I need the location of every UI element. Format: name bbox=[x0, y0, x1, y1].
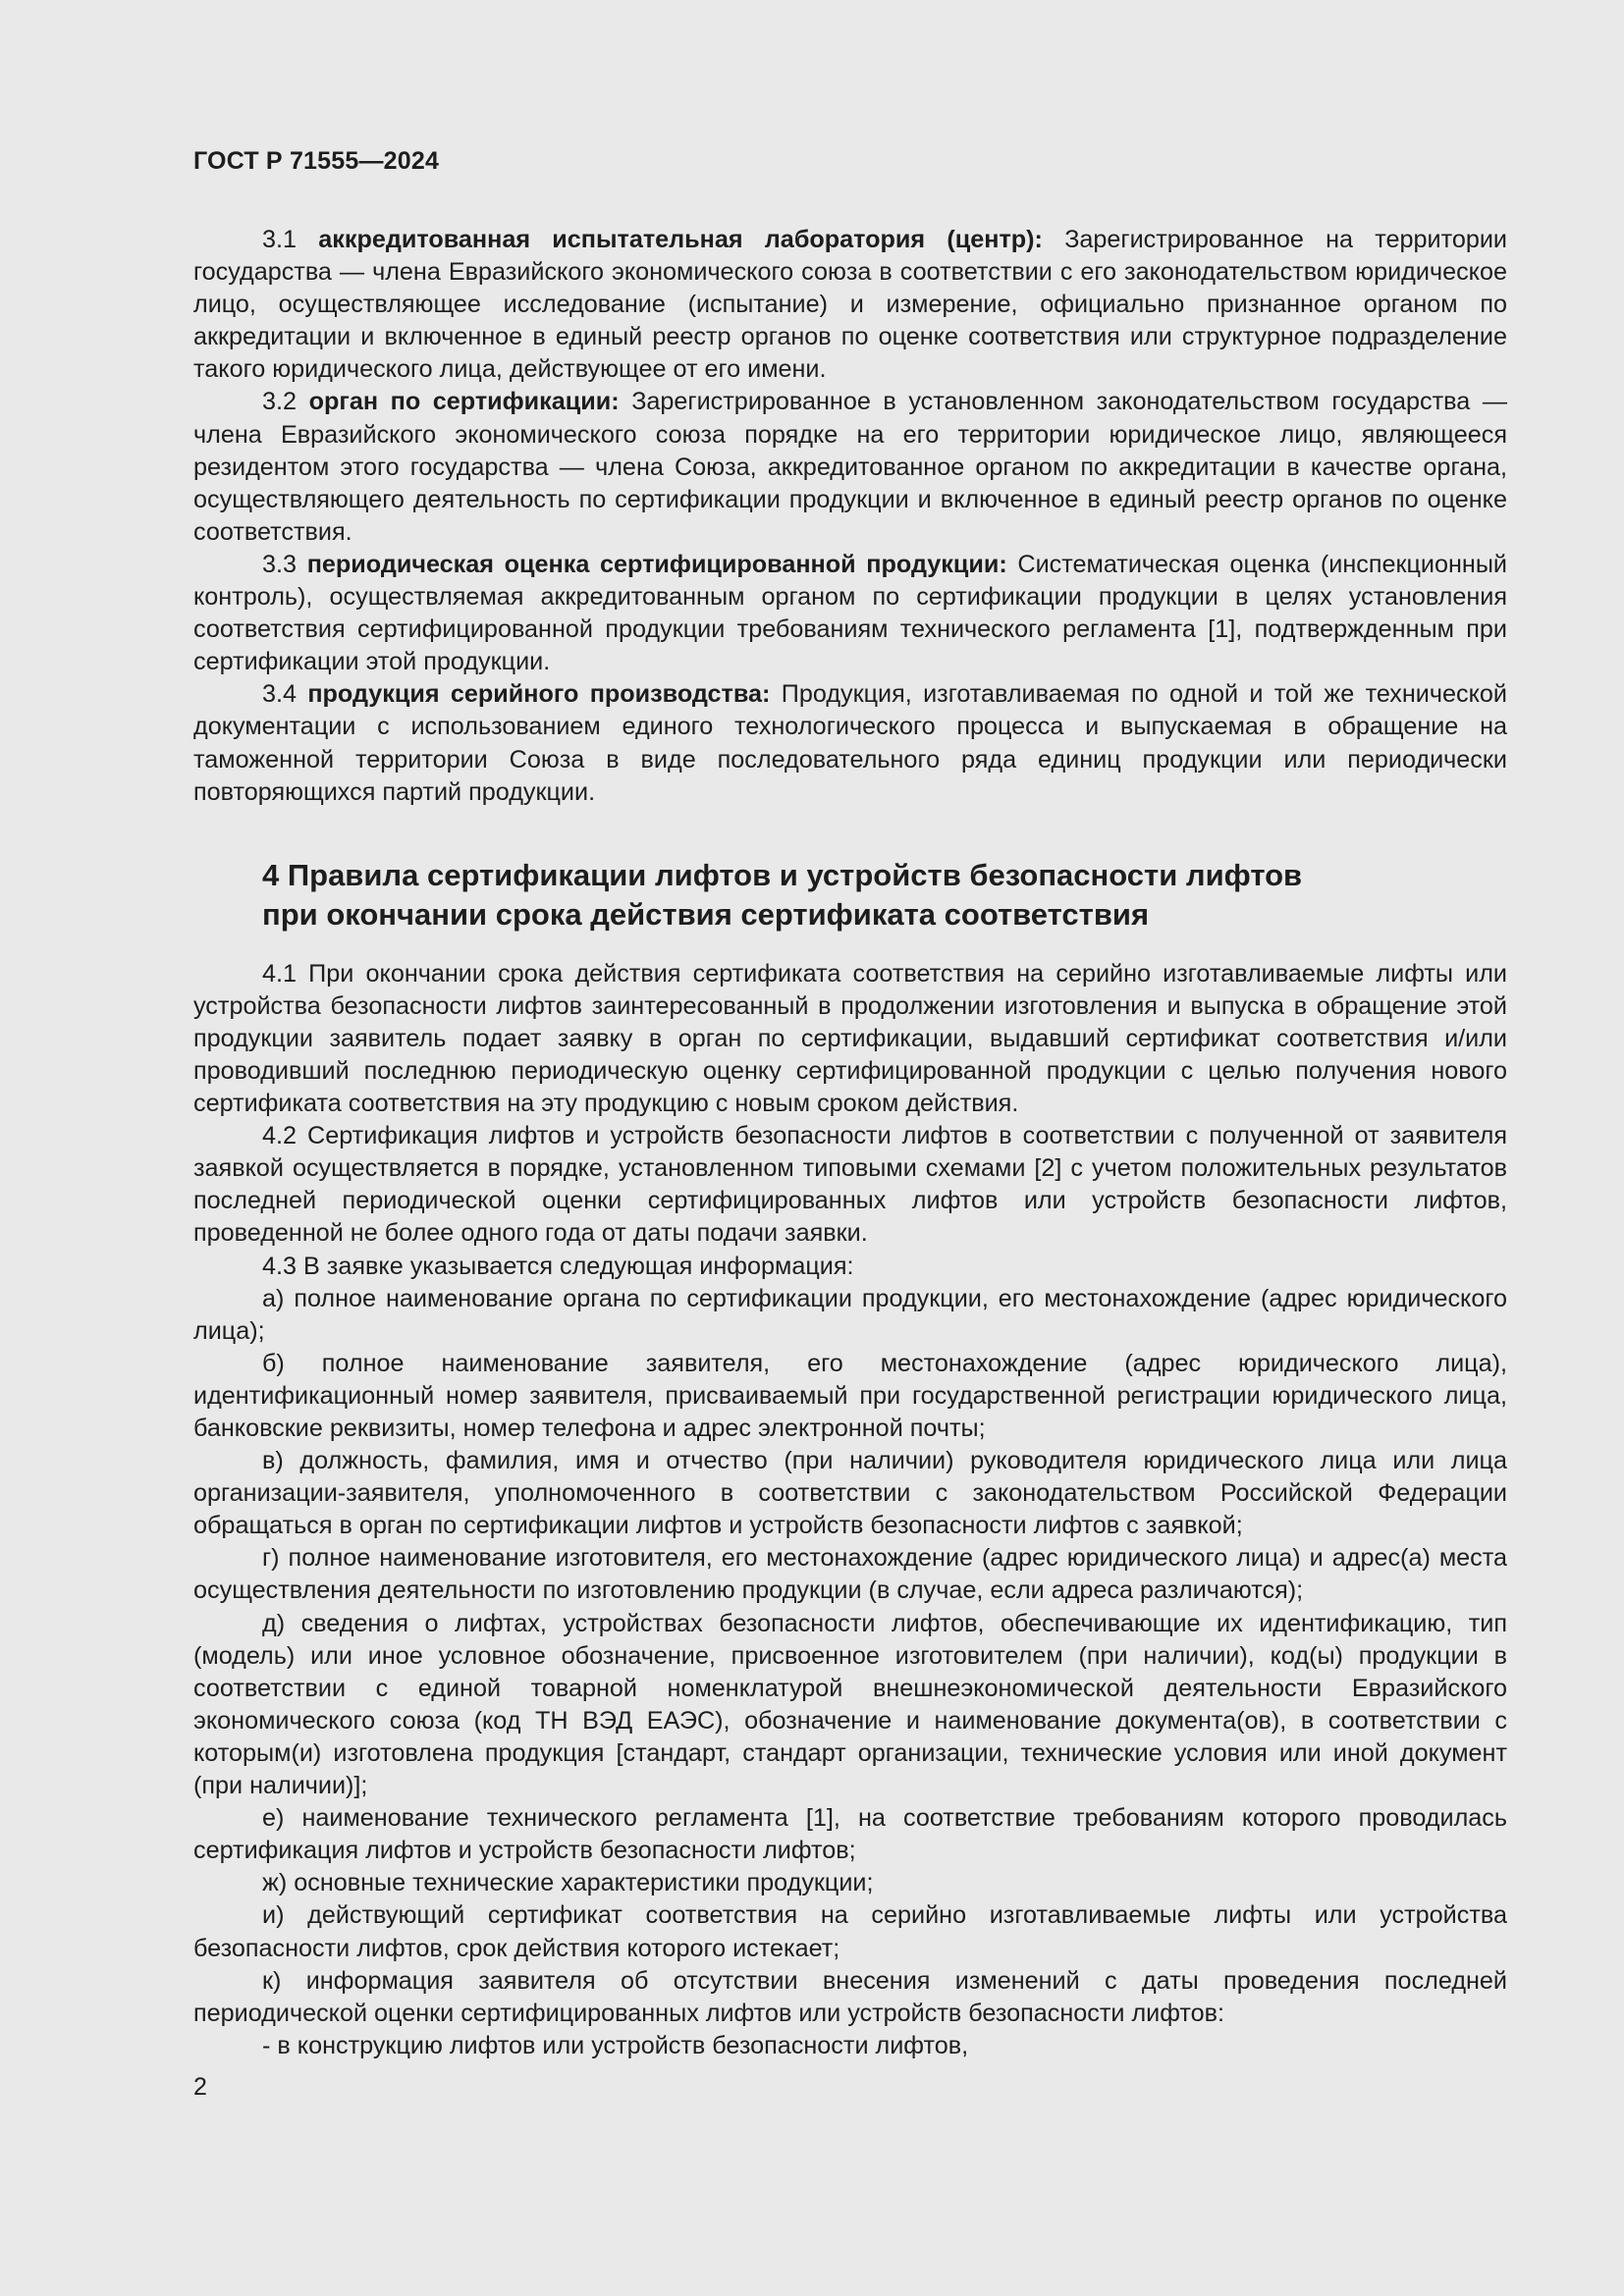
definition-term: орган по сертификации: bbox=[308, 388, 620, 416]
list-item-g: г) полное наименование изготовителя, его местонахождение (адрес юридического лица) и адрес(а) места осуществления деятельности по изготовлению продукции (в случае, если адреса различаются); bbox=[193, 1544, 1507, 1605]
definition-text: Зарегистрированное в установленном законодательством государства — члена Евразийского экономического союза порядке на его территории юридическое лицо, являющееся резидентом этого государства — члена Союза, аккредитованное органом по аккредитации в качестве органа, осуществляющего деятельность по сертификации продукции и включенное в единый реестр органов по оценке соответствия. bbox=[193, 388, 1508, 546]
definition-number: 3.1 bbox=[262, 226, 298, 253]
definition-term: аккредитованная испытательная лаборатория (центр): bbox=[318, 226, 1043, 253]
list-item-v: в) должность, фамилия, имя и отчество (при наличии) руководителя юридического лица или лица организации-заявителя, уполномоченного в соответствии с законодательством Российской Федерации обращаться в орган по сертификации лифтов и устройств безопасности лифтов с заявкой; bbox=[193, 1447, 1507, 1540]
page-number: 2 bbox=[193, 2073, 207, 2101]
definition-text: Зарегистрированное на территории государства — члена Евразийского экономического союза в соответствии с его законодательством юридическое лицо, осуществляющее исследование (испытание) и измерение, официально признанное органом по аккредитации и включенное в единый реестр органов по оценке соответствия или структурное подразделение такого юридического лица, действующее от его имени. bbox=[193, 226, 1507, 384]
definition-3-1 bbox=[193, 224, 1507, 386]
list-item-k: к) информация заявителя об отсутствии внесения изменений с даты проведения последней периодической оценки сертифицированных лифтов или устройств безопасности лифтов: bbox=[193, 1966, 1507, 2027]
document-body bbox=[193, 224, 1507, 2062]
paragraph-4-1: 4.1 При окончании срока действия сертификата соответствия на серийно изготавливаемые лифты или устройства безопасности лифтов заинтересованный в продолжении изготовления и выпуска в обращение этой продукции заявитель подает заявку в орган по сертификации, выдавший сертификат соответствия и/или проводивший последнюю периодическую оценку сертифицированной продукции с целью получения нового сертификата соответствия на эту продукцию с новым сроком действия. bbox=[193, 959, 1507, 1118]
list-item-i: и) действующий сертификат соответствия на серийно изготавливаемые лифты или устройства безопасности лифтов, срок действия которого истекает; bbox=[193, 1901, 1507, 1962]
section-4-heading bbox=[193, 856, 1507, 934]
definition-number: 3.3 bbox=[262, 550, 298, 578]
list-item-a: а) полное наименование органа по сертификации продукции, его местонахождение (адрес юридического лица); bbox=[193, 1284, 1507, 1345]
definition-3-3 bbox=[193, 549, 1507, 678]
section-heading-line: при окончании срока действия сертификата соответствия bbox=[262, 896, 1150, 932]
definition-number: 3.2 bbox=[262, 388, 298, 416]
list-item-d: д) сведения о лифтах, устройствах безопасности лифтов, обеспечивающие их идентификацию, тип (модель) или иное условное обозначение, присвоенное изготовителем (при наличии), код(ы) продукции в соответствии с единой товарной номенклатурой внешнеэкономической деятельности Евразийского экономического союза (код ТН ВЭД ЕАЭС), обозначение и наименование документа(ов), в соответствии с которым(и) изготовлена продукция [стандарт, стандарт организации, технические условия или иной документ (при наличии)]; bbox=[193, 1609, 1507, 1800]
definition-3-2 bbox=[193, 386, 1507, 548]
paragraph-4-2: 4.2 Сертификация лифтов и устройств безопасности лифтов в соответствии с полученной от заявителя заявкой осуществляется в порядке, установленном типовыми схемами [2] с учетом положительных результатов последней периодической оценки сертифицированных лифтов или устройств безопасности лифтов, проведенной не более одного года от даты подачи заявки. bbox=[193, 1122, 1507, 1248]
definition-3-4 bbox=[193, 678, 1507, 808]
list-item-b: б) полное наименование заявителя, его местонахождение (адрес юридического лица), идентификационный номер заявителя, присваиваемый при государственной регистрации юридического лица, банковские реквизиты, номер телефона и адрес электронной почты; bbox=[193, 1349, 1507, 1442]
definition-term: периодическая оценка сертифицированной продукции: bbox=[306, 550, 1007, 578]
definition-text: Продукция, изготавливаемая по одной и той же технической документации с использованием единого технологического процесса и выпускаемая в обращение на таможенной территории Союза в виде последовательного ряда единиц продукции или периодически повторяющихся партий продукции. bbox=[193, 680, 1507, 806]
section-heading-line: 4 Правила сертификации лифтов и устройств безопасности лифтов bbox=[262, 857, 1303, 892]
document-code-header: ГОСТ Р 71555—2024 bbox=[193, 147, 440, 175]
list-item-zh: ж) основные технические характеристики продукции; bbox=[262, 1869, 874, 1897]
dash-item: - в конструкцию лифтов или устройств безопасности лифтов, bbox=[262, 2031, 969, 2059]
paragraph-4-3: 4.3 В заявке указывается следующая информация: bbox=[262, 1252, 854, 1280]
definition-text: Систематическая оценка (инспекционный контроль), осуществляемая аккредитованным органом по сертификации продукции в целях установления соответствия сертифицированной продукции требованиям технического регламента [1], подтвержденным при сертификации этой продукции. bbox=[193, 550, 1507, 676]
list-item-e: е) наименование технического регламента [1], на соответствие требованиям которого проводилась сертификация лифтов и устройств безопасности лифтов; bbox=[193, 1804, 1507, 1865]
definition-number: 3.4 bbox=[262, 680, 298, 709]
definition-term: продукция серийного производства: bbox=[307, 680, 771, 709]
